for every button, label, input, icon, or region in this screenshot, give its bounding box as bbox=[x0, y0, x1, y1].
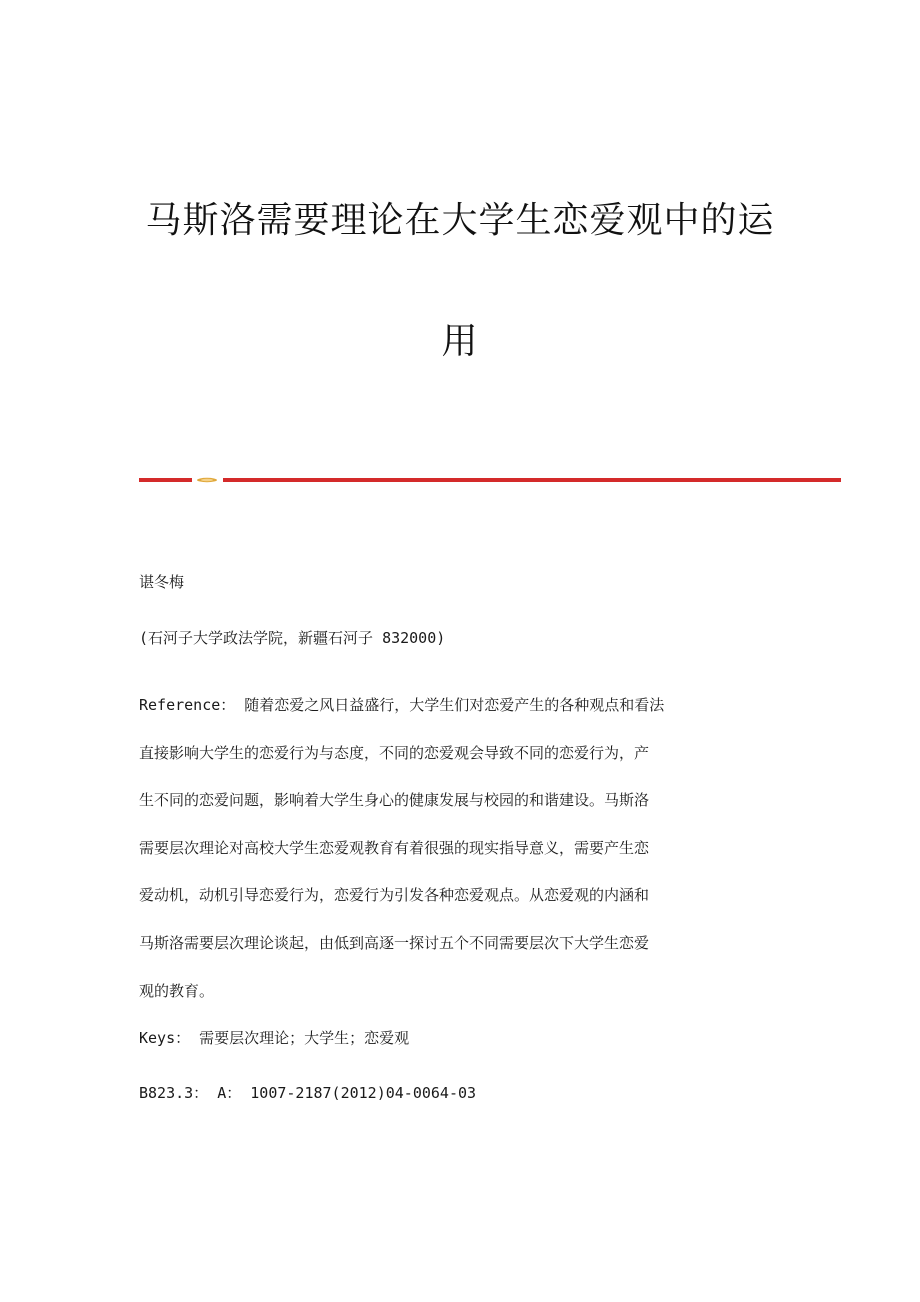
keywords: Keys： 需要层次理论；大学生；恋爱观 bbox=[139, 1029, 410, 1047]
classification-codes: B823.3： A： 1007-2187(2012)04-0064-03 bbox=[139, 1084, 477, 1102]
divider-bar-right bbox=[223, 478, 841, 482]
abstract-line: 生不同的恋爱问题，影响着大学生身心的健康发展与校园的和谐建设。马斯洛 bbox=[139, 791, 650, 810]
abstract-line: 直接影响大学生的恋爱行为与态度，不同的恋爱观会导致不同的恋爱行为，产 bbox=[139, 743, 650, 762]
abstract bbox=[139, 682, 779, 1015]
author-affiliation: (石河子大学政法学院，新疆石河子 832000) bbox=[139, 629, 446, 647]
title-divider bbox=[139, 477, 841, 483]
abstract-line: 爱动机，动机引导恋爱行为，恋爱行为引发各种恋爱观点。从恋爱观的内涵和 bbox=[139, 886, 650, 905]
paper-title-line-1: 马斯洛需要理论在大学生恋爱观中的运 bbox=[145, 200, 775, 241]
abstract-line: 马斯洛需要层次理论谈起，由低到高逐一探讨五个不同需要层次下大学生恋爱 bbox=[139, 933, 650, 952]
divider-ornament-icon bbox=[196, 477, 218, 483]
paper-title-line-2: 用 bbox=[441, 321, 479, 362]
author-name: 谌冬梅 bbox=[139, 573, 185, 591]
abstract-line: Reference： 随着恋爱之风日益盛行，大学生们对恋爱产生的各种观点和看法 bbox=[139, 696, 665, 714]
divider-bar-left bbox=[139, 478, 192, 482]
abstract-line: 观的教育。 bbox=[139, 981, 215, 1000]
abstract-line: 需要层次理论对高校大学生恋爱观教育有着很强的现实指导意义，需要产生恋 bbox=[139, 838, 650, 857]
